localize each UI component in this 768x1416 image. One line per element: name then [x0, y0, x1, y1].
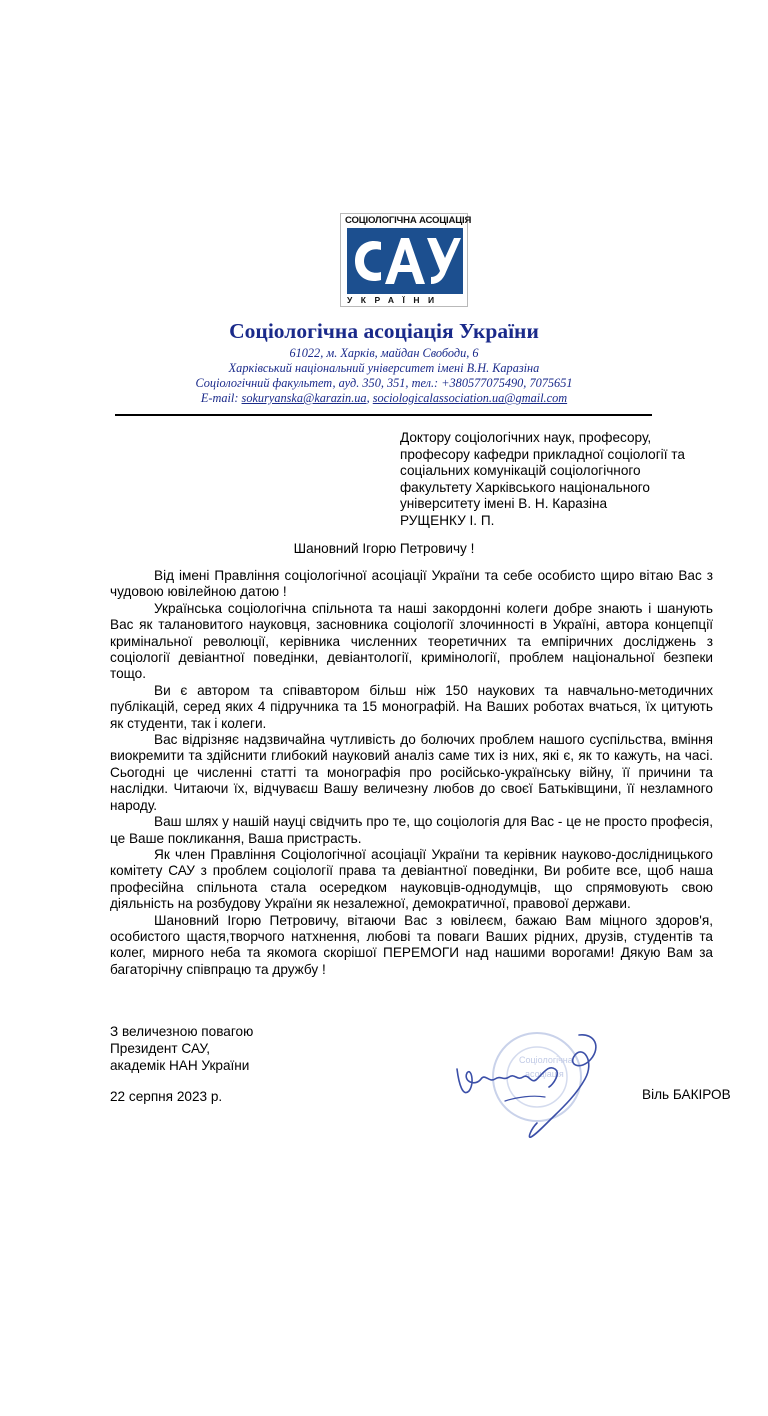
body-paragraph: Вас відрізняє надзвичайна чутливість до болючих проблем нашого суспільства, вміння виокремити та здійснити глибокий науковий аналіз саме тих із них, які є, як то кажуть, на часі. Сьогодні це численні статті та монографія про російсько-українську війну, її причини та наслідки. Читаючи їх, відчуваєш Вашу величезну любов до своєї Батьківщини, її незламного народу. [110, 732, 713, 813]
logo-sau-mark [347, 228, 463, 294]
stamp-and-signature [445, 1025, 605, 1145]
header-divider [115, 414, 652, 416]
addressee-line: професору кафедри прикладної соціології та [400, 446, 685, 462]
closing-regards: З величезною повагою [110, 1024, 254, 1039]
body-paragraph: Від імені Правління соціологічної асоціації України та себе особисто щиро вітаю Вас з чудовою ювілейною датою ! [110, 568, 713, 600]
body-paragraph: Як член Правління Соціологічної асоціації України та керівник науково-дослідницького комітету САУ з проблем соціології права та девіантної поведінки, Ви робите все, щоб наша професійна спільнота стала осередком науковців-однодумців, що спрямовують свою діяльність на розбудову України як незалежної, демократичної, правової держави. [110, 846, 713, 912]
addressee-line: Доктору соціологічних наук, професору, [400, 430, 652, 445]
greeting: Шановний Ігорю Петровичу ! [293, 541, 475, 556]
logo-top-text: СОЦІОЛОГІЧНА АСОЦІАЦІЯ [345, 215, 472, 226]
addressee-line: факультету Харківського національного [400, 479, 650, 495]
closing-block [110, 1023, 253, 1074]
letter-body [110, 568, 713, 978]
email-link-2[interactable]: sociologicalassociation.ua@gmail.com [372, 391, 568, 405]
body-paragraph: Ваш шлях у нашій науці свідчить про те, що соціологія для Вас - це не просто професія, це Ваше покликання, Ваша пристрасть. [110, 814, 713, 846]
address-line: 61022, м. Харків, майдан Свободи, 6 [289, 346, 479, 360]
addressee-line: РУЩЕНКУ І. П. [400, 512, 495, 528]
signer-name: Віль БАКІРОВ [642, 1087, 731, 1102]
addressee-block [400, 430, 720, 529]
body-paragraph: Шановний Ігорю Петровичу, вітаючи Вас з ювілеєм, бажаю Вам міцного здоров'я, особистого щастя,творчого натхнення, любові та поваги Ваших рідних, друзів, студентів та колег, мирного неба та якомога скорішої ПЕРЕМОГИ над нашими ворогами! Дякую Вам за багаторічну співпрацю та дружбу ! [110, 912, 713, 977]
body-paragraph: Українська соціологічна спільнота та наші закордонні колеги добре знають і шанують Вас як талановитого науковця, засновника соціології злочинності в Україні, автора концепції кримінальної революції, керівника численних теоретичних та емпіричних досліджень з соціології девіантної поведінки, девіантології, кримінології, проблем національної безпеки тощо. [110, 600, 713, 682]
body-paragraph: Ви є автором та співавтором більш ніж 150 наукових та навчально-методичних публікацій, серед яких 4 підручника та 15 монографій. На Ваших роботах вчаться, їх цитують як студенти, так і колеги. [110, 682, 713, 731]
letter-date: 22 серпня 2023 р. [110, 1089, 223, 1104]
svg-text:асоціація: асоціація [525, 1069, 564, 1079]
svg-text:Соціологічна: Соціологічна [519, 1055, 573, 1065]
email-link-1[interactable]: sokuryanska@karazin.ua [241, 391, 367, 405]
email-line [0, 391, 768, 406]
logo-bottom-text: УКРАЇНИ [347, 295, 443, 305]
addressee-line: соціальних комунікацій соціологічного [400, 463, 641, 478]
closing-title: Президент САУ, [110, 1041, 211, 1056]
email-separator: , [366, 391, 370, 405]
organization-name: Соціологічна асоціація України [229, 319, 539, 343]
association-logo [340, 213, 472, 307]
closing-rank: академік НАН України [110, 1058, 250, 1073]
faculty-line: Соціологічний факультет, ауд. 350, 351, тел.: +380577075490, 7075651 [195, 376, 573, 390]
email-label: E-mail: [200, 391, 239, 405]
university-line: Харківський національний університет імені В.Н. Каразіна [228, 361, 540, 375]
addressee-line: університету імені В. Н. Каразіна [400, 496, 608, 511]
